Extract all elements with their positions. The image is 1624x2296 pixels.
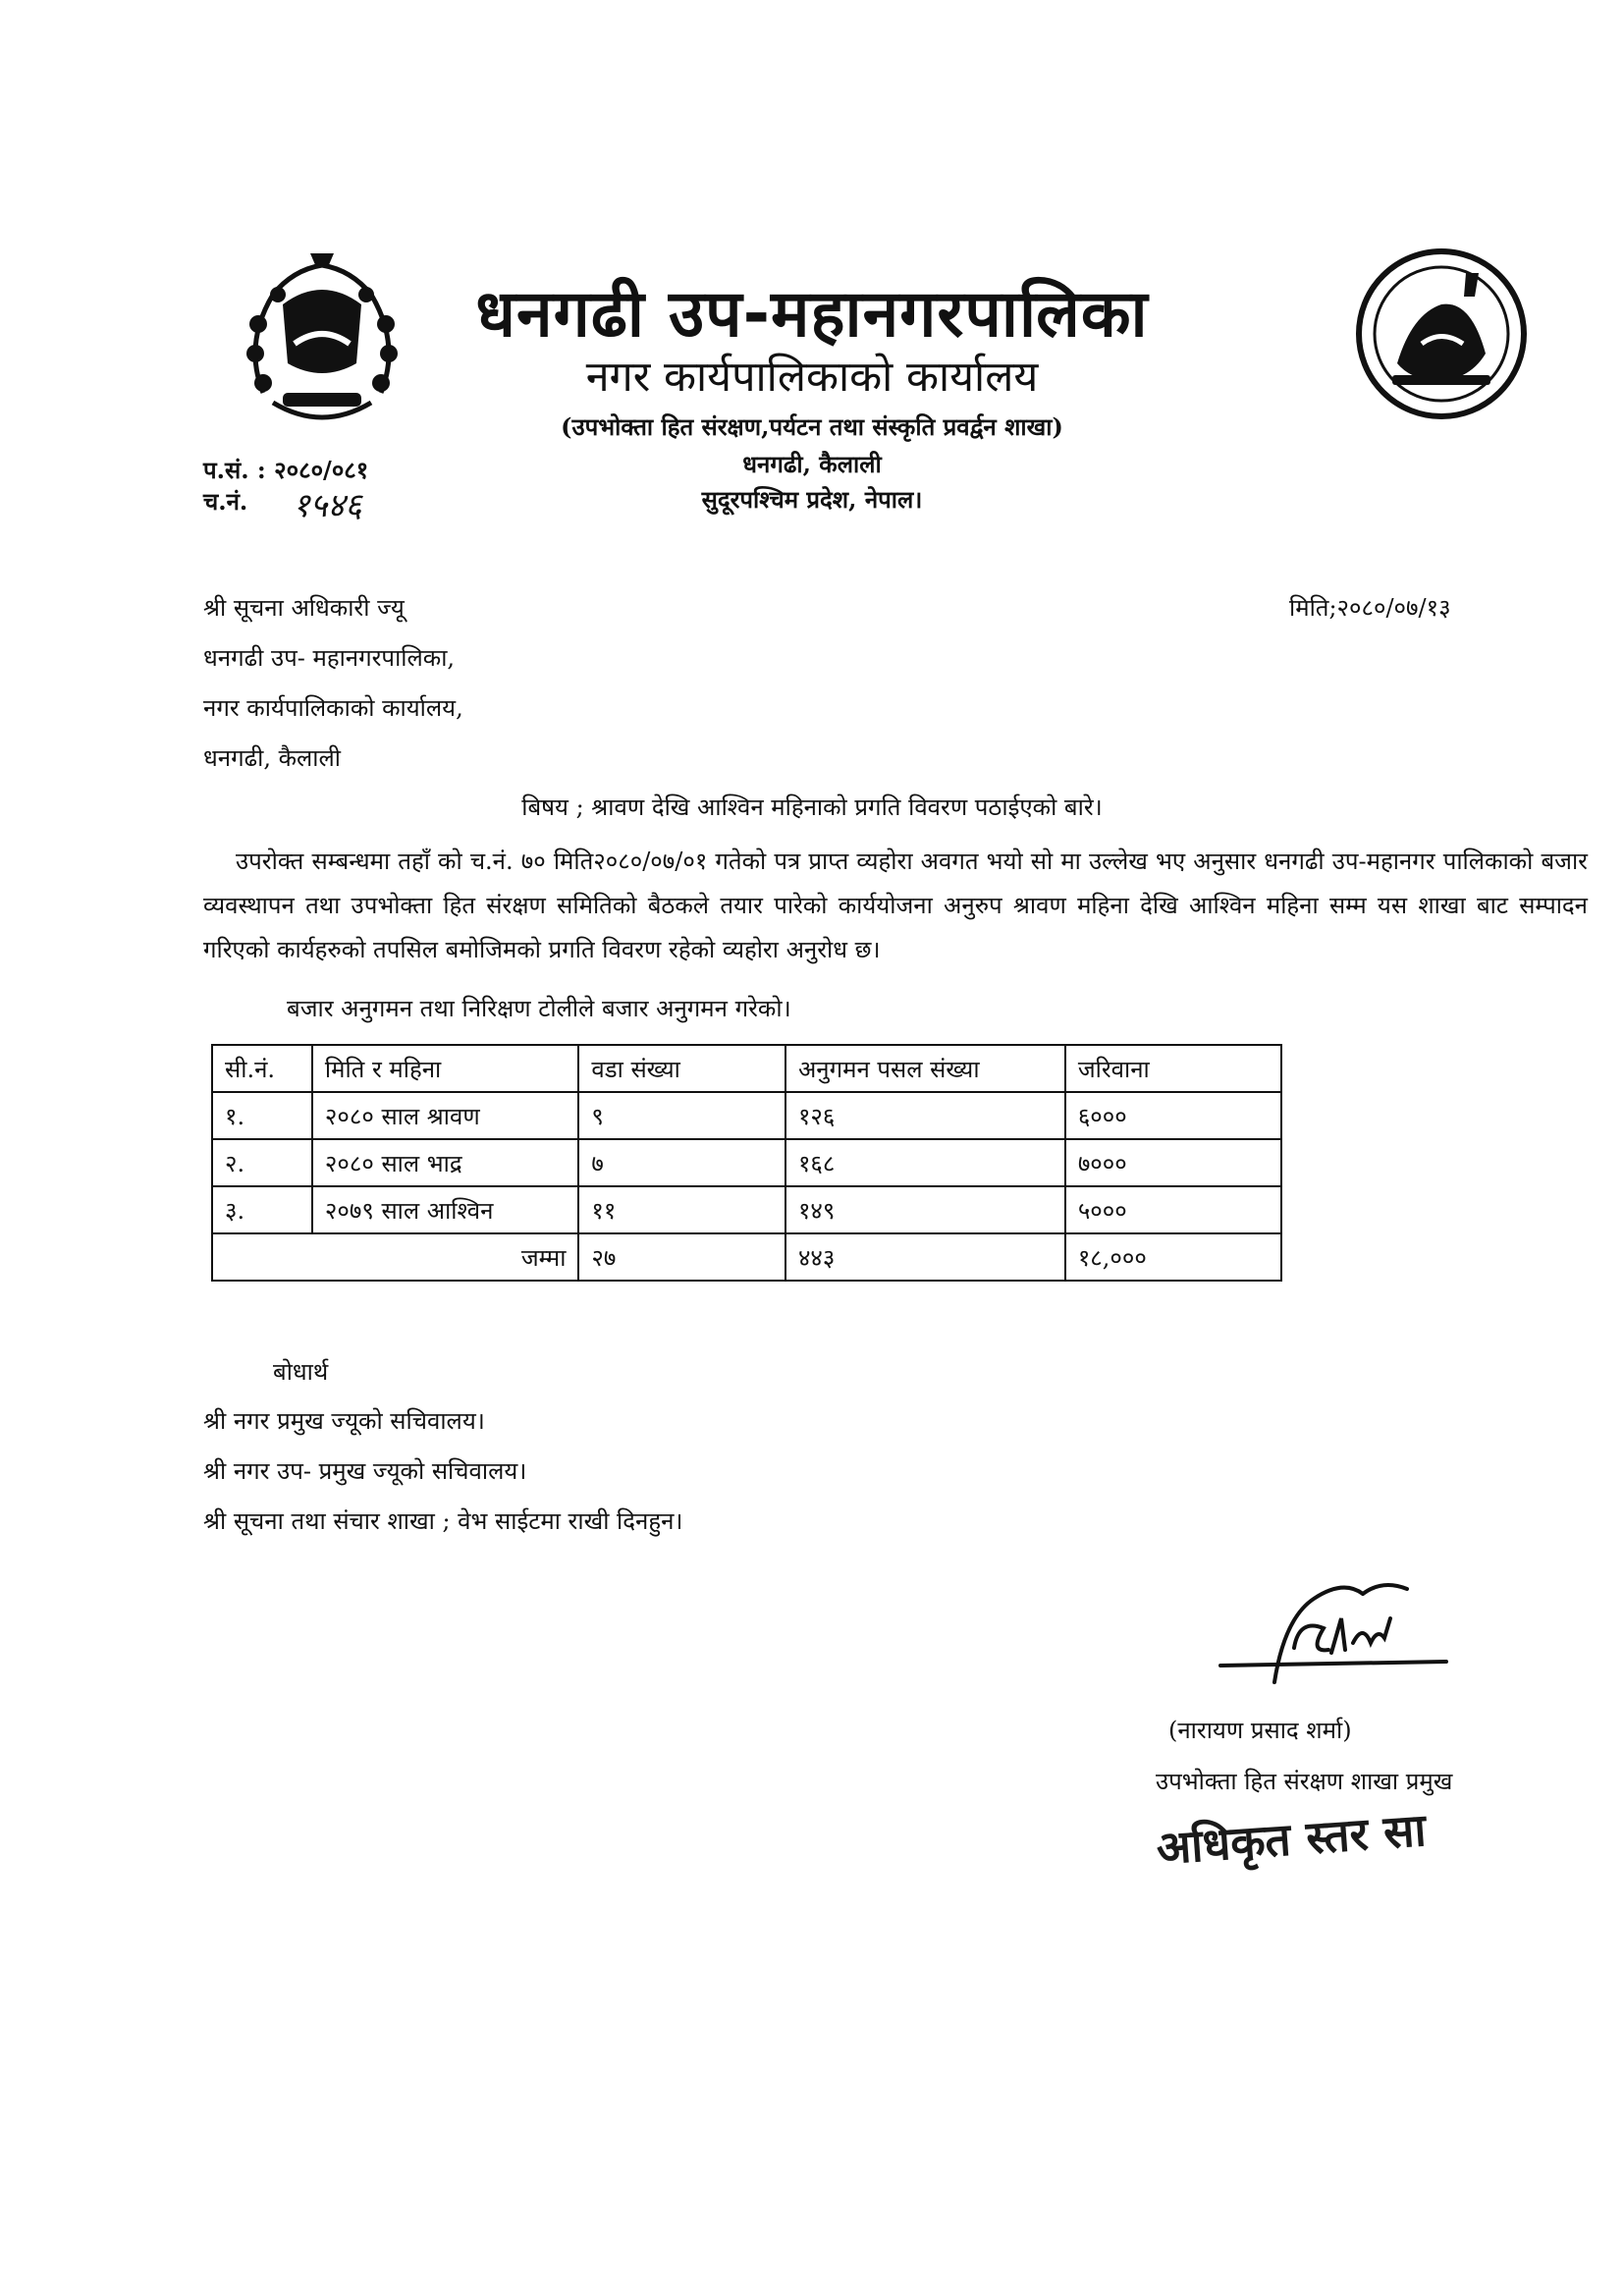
total-shops: ४४३ <box>785 1233 1065 1281</box>
table-cell: ९ <box>578 1092 785 1139</box>
recipient-line: नगर कार्यपालिकाको कार्यालय, <box>203 694 463 722</box>
table-cell: ७ <box>578 1139 785 1186</box>
table-cell: २०८० साल भाद्र <box>312 1139 579 1186</box>
office-name: नगर कार्यपालिकाको कार्यालय <box>585 353 1039 402</box>
table-cell: ६००० <box>1065 1092 1281 1139</box>
dispatch-number-label: च.नं. <box>203 487 248 516</box>
cc-item: श्री सूचना तथा संचार शाखा ; वेभ साईटमा राखी दिनहुन। <box>203 1507 683 1535</box>
province-name: सुदूरपश्चिम प्रदेश, नेपाल। <box>701 485 923 514</box>
handwritten-signature <box>1216 1559 1451 1697</box>
table-cell: १६८ <box>785 1139 1065 1186</box>
letter-date: मिति;२०८०/०७/१३ <box>1289 594 1451 622</box>
table-cell: ११ <box>578 1186 785 1233</box>
table-cell: ७००० <box>1065 1139 1281 1186</box>
table-cell: २०७९ साल आश्विन <box>312 1186 579 1233</box>
table-cell: २०८० साल श्रावण <box>312 1092 579 1139</box>
recipient-line: श्री सूचना अधिकारी ज्यू <box>203 594 405 622</box>
total-fine: १८,००० <box>1065 1233 1281 1281</box>
total-label: जम्मा <box>212 1233 578 1281</box>
table-header-row <box>212 1045 1281 1092</box>
column-header: मिति र महिना <box>312 1045 579 1092</box>
cc-item: श्री नगर प्रमुख ज्यूको सचिवालय। <box>203 1407 485 1435</box>
column-header: अनुगमन पसल संख्या <box>785 1045 1065 1092</box>
table-intro: बजार अनुगमन तथा निरिक्षण टोलीले बजार अनुगमन गरेको। <box>287 995 791 1022</box>
table-cell: १४९ <box>785 1186 1065 1233</box>
total-wards: २७ <box>578 1233 785 1281</box>
officer-stamp: अधिकृत स्तर सा <box>1155 1802 1428 1876</box>
table-cell: ३. <box>212 1186 312 1233</box>
table-total-row <box>212 1233 1281 1281</box>
column-header: वडा संख्या <box>578 1045 785 1092</box>
table-row <box>212 1186 1281 1233</box>
city-name: धनगढी, कैलाली <box>742 450 882 478</box>
table-cell: ५००० <box>1065 1186 1281 1233</box>
letter-subject: बिषय ; श्रावण देखि आश्विन महिनाको प्रगति विवरण पठाईएको बारे। <box>521 793 1103 821</box>
dispatch-number-handwritten: १५४६ <box>293 486 362 525</box>
table-cell: २. <box>212 1139 312 1186</box>
letter-body: उपरोक्त सम्बन्धमा तहाँ को च.नं. ७० मिति२०८०/०७/०१ गतेको पत्र प्राप्त व्यहोरा अवगत भयो सो मा उल्लेख भए अनुसार धनगढी उप-महानगर पालिकाको बजार व्यवस्थापन तथा उपभोक्ता हित संरक्षण समितिको बैठकले तयार पारेको कार्ययोजना अनुरुप श्रावण महिना देखि आश्विन महिना सम्म यस शाखा बाट सम्पादन गरिएको कार्यहरुको तपसिल बमोजिमको प्रगति विवरण रहेको व्यहोरा अनुरोध छ। <box>203 847 1588 963</box>
letter-reference-number: प.सं. : २०८०/०८१ <box>203 456 369 484</box>
cc-heading: बोधार्थ <box>273 1358 329 1386</box>
table-cell: १. <box>212 1092 312 1139</box>
table-cell: १२६ <box>785 1092 1065 1139</box>
recipient-line: धनगढी उप- महानगरपालिका, <box>203 644 456 672</box>
column-header: जरिवाना <box>1065 1045 1281 1092</box>
signatory-name: (नारायण प्रसाद शर्मा) <box>1168 1717 1352 1744</box>
column-header: सी.नं. <box>212 1045 312 1092</box>
table-row <box>212 1092 1281 1139</box>
cc-item: श्री नगर उप- प्रमुख ज्यूको सचिवालय। <box>203 1457 527 1485</box>
branch-name: (उपभोक्ता हित संरक्षण,पर्यटन तथा संस्कृति प्रवर्द्वन शाखा) <box>561 412 1063 441</box>
recipient-line: धनगढी, कैलाली <box>203 744 341 772</box>
municipality-title: धनगढी उप-महानगरपालिका <box>475 276 1149 352</box>
signatory-title: उपभोक्ता हित संरक्षण शाखा प्रमुख <box>1156 1768 1453 1795</box>
table-row <box>212 1139 1281 1186</box>
progress-table <box>211 1044 1282 1282</box>
